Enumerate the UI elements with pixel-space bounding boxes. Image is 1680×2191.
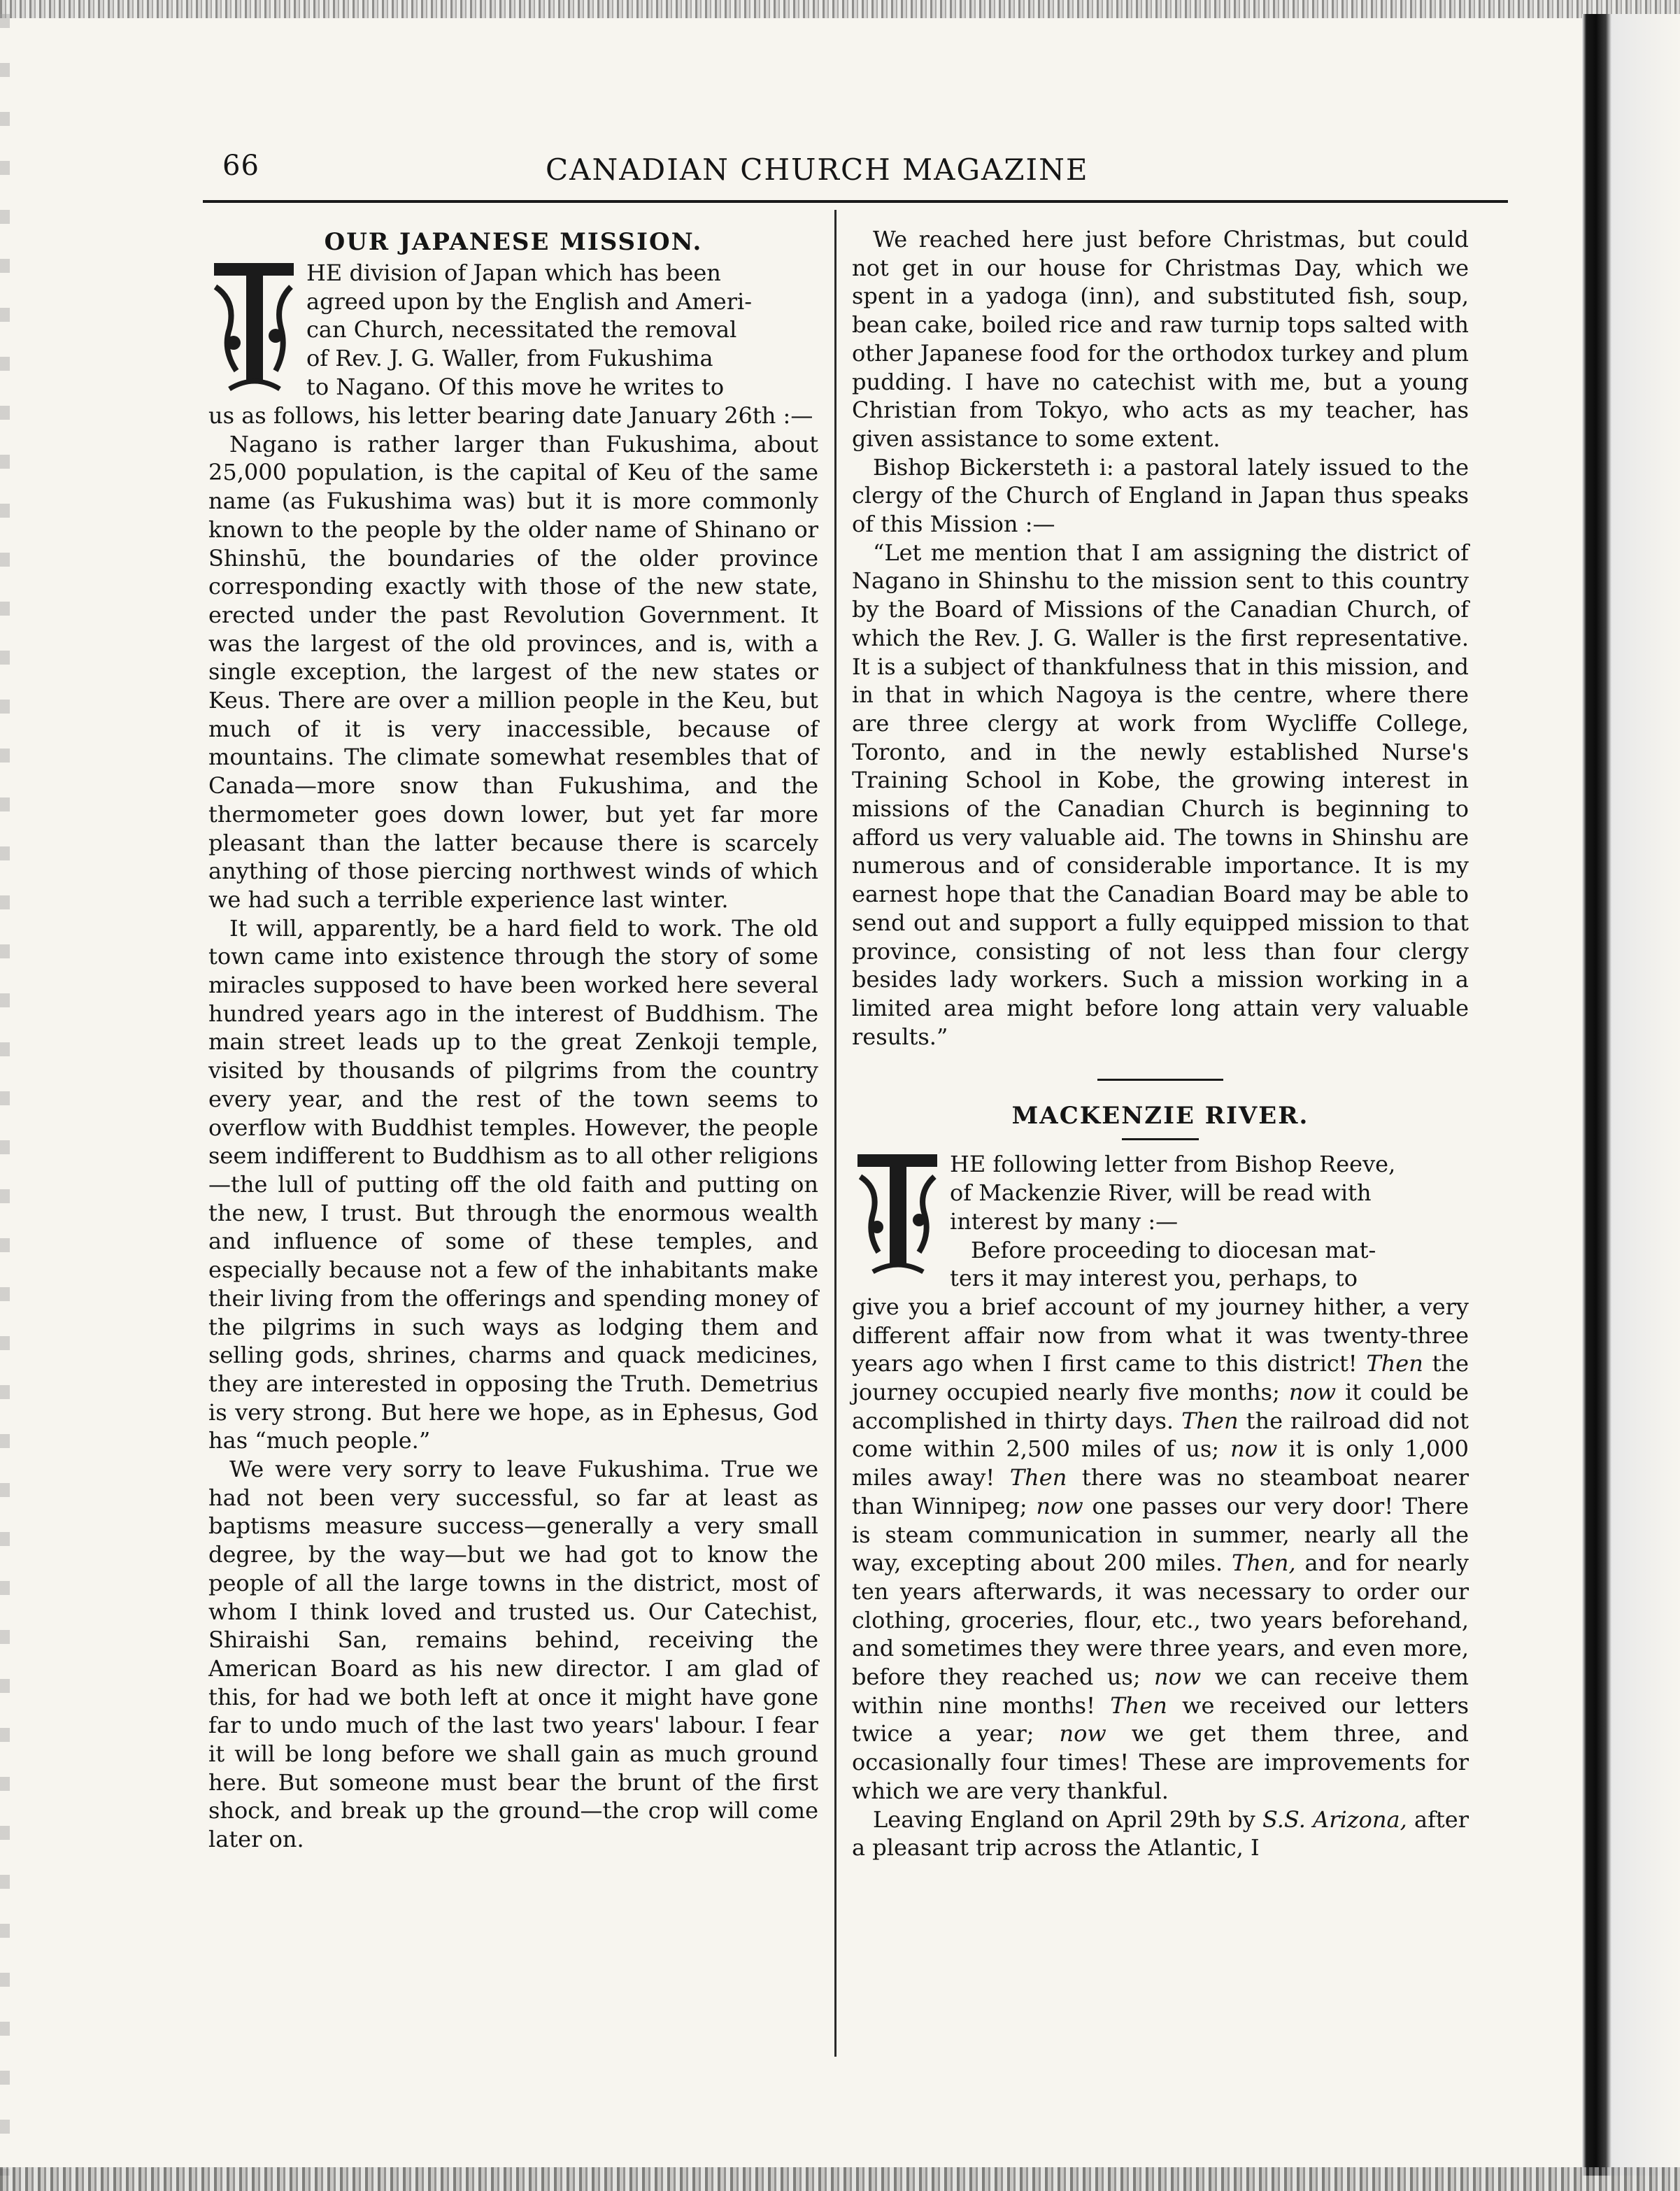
header-rule xyxy=(203,200,1508,203)
contrast-word: Then xyxy=(1110,1692,1167,1719)
contrast-text: it is only 1,000 miles away! xyxy=(852,1435,1469,1491)
contrast-word: now xyxy=(1288,1379,1337,1406)
page-header xyxy=(217,150,1546,193)
contrast-word: Then xyxy=(1366,1350,1423,1377)
column-divider xyxy=(834,210,837,2057)
contrast-text: we get them three, and occasionally four times! These are improvements for which we are very thankful. xyxy=(852,1720,1469,1804)
running-title: CANADIAN CHURCH MAGAZINE xyxy=(546,153,1089,187)
mackenzie-intro xyxy=(852,1150,1469,1293)
contrast-word: Then xyxy=(1009,1464,1067,1491)
page-number: 66 xyxy=(222,150,259,182)
title-underline xyxy=(1122,1138,1199,1140)
intro-line: agreed upon by the English and Ameri- xyxy=(306,288,753,315)
contrast-text: the railroad did not come within 2,500 miles of us; xyxy=(852,1407,1469,1463)
scan-edge-left xyxy=(0,14,10,2176)
left-column xyxy=(208,225,818,1854)
letter-body-start: give you a brief account of my journey hither, a very different affair now from what it was twenty-three years ago when I first came to this district! xyxy=(852,1293,1469,1377)
intro-line: HE following letter from Bishop Reeve, xyxy=(950,1151,1396,1178)
contrast-word: now xyxy=(1230,1435,1278,1463)
dropcap-lines xyxy=(306,259,752,402)
intro-line: to Nagano. Of this move he writes to xyxy=(306,373,725,400)
intro-line: can Church, necessitated the removal xyxy=(306,316,737,343)
paragraph-end: after a pleasant trip across the Atlantic, I xyxy=(852,1806,1469,1862)
scan-edge-right xyxy=(1582,14,1680,2176)
contrast-text: the journey occupied nearly five months; xyxy=(852,1350,1469,1406)
paragraph xyxy=(852,1806,1469,1862)
paragraph: We reached here just before Christmas, but could not get in our house for Christmas Day, which we spent in a yadoga (inn), and substituted fish, soup, bean cake, boiled rice and raw turnip tops salted with other Japanese food for the orthodox turkey and plum pudding. I have no catechist with me, but a young Christian from Tokyo, who acts as my teacher, has given assistance to some extent. xyxy=(852,226,1469,452)
intro-line: HE division of Japan which has been xyxy=(306,260,721,286)
right-column xyxy=(852,225,1469,1862)
article-title-japan: OUR JAPANESE MISSION. xyxy=(324,228,703,256)
japan-intro xyxy=(208,259,818,402)
ornamental-initial-t-icon xyxy=(852,1150,943,1283)
contrast-word: now xyxy=(1059,1720,1106,1747)
separator-rule xyxy=(1097,1079,1223,1081)
scan-edge-bottom xyxy=(0,2167,1680,2191)
contrast-text: we received our letters twice a year; xyxy=(852,1692,1469,1747)
intro-line: interest by many :— xyxy=(950,1207,1179,1235)
intro-line: ters it may interest you, perhaps, to xyxy=(950,1265,1358,1292)
article-title-mackenzie: MACKENZIE RIVER. xyxy=(1011,1102,1309,1130)
contrast-word: Then xyxy=(1181,1407,1239,1434)
ship-name: S.S. Arizona, xyxy=(1262,1806,1407,1833)
contrast-text: there was no steamboat nearer than Winnipeg; xyxy=(852,1464,1469,1519)
intro-line: of Rev. J. G. Waller, from Fukushima xyxy=(306,345,713,372)
bishop-quote: “Let me mention that I am assigning the district of Nagano in Shinshu to the mission sent to this country by the Board of Missions of the Canadian Church, of which the Rev. J. G. Waller is the first representative. It is a subject of thankfulness that in this mission, and in that in which Nagoya is the centre, where there are three clergy at work from Wycliffe College, Toronto, and in the newly established Nurse's Training School in Kobe, the growing interest in missions of the Canadian Church is beginning to afford us very valuable aid. The towns in Shinshu are numerous and of considerable importance. It is my earnest hope that the Canadian Board may be able to send out and support a fully equipped mission to that province, consisting of not less than four clergy besides lady workers. Such a mission working in a limited area might before long attain very valuable results.” xyxy=(852,539,1469,1050)
paragraph: Nagano is rather larger than Fukushima, about 25,000 population, is the capital of Keu of the same name (as Fukushima was) but it is more commonly known to the people by the older name of Shinano or Shinshū, the boundaries of the older province corresponding exactly with those of the new state, erected under the past Revolution Government. It was the largest of the old provinces, and is, with a single exception, the largest of the new states or Keus. There are over a million people in the Keu, but much of it is very inaccessible, because of mountains. The climate somewhat resembles that of Canada—more snow than Fukushima, and the thermometer goes down lower, but yet far more pleasant than the latter because there is scarcely anything of those piercing northwest winds of which we had such a terrible experience last winter. xyxy=(208,430,818,913)
intro-line: of Mackenzie River, will be read with xyxy=(950,1179,1372,1207)
letter-body xyxy=(852,1293,1469,1806)
paragraph: It will, apparently, be a hard field to work. The old town came into existence through the story of some miracles supposed to have been worked here several hundred years ago in the interest of Buddhism. The main street leads up to the great Zenkoji temple, visited by thousands of pilgrims from the country every year, and the rest of the town seems to overflow with Buddhist temples. However, the people seem indifferent to Buddhism as to all other religions—the lull of putting off the old faith and putting on the new, I trust. But through the enormous wealth and influence of some of these temples, and especially because not a few of the inhabitants make their living from the offerings and spending money of the pilgrims in such ways as lodging them and selling gods, shrines, charms and quack medicines, they are interested in opposing the Truth. Demetrius is very strong. But here we hope, as in Ephesus, God has “much people.” xyxy=(208,914,818,1454)
contrast-text: we can receive them within nine months! xyxy=(852,1664,1469,1719)
section-separator xyxy=(852,1079,1469,1081)
scan-edge-top xyxy=(0,0,1680,18)
contrast-word: Then, xyxy=(1231,1550,1296,1577)
paragraph: Bishop Bickersteth i: a pastoral lately issued to the clergy of the Church of England in Japan thus speaks of this Mission :— xyxy=(852,453,1469,538)
intro-continuation: us as follows, his letter bearing date January 26th :— xyxy=(208,402,813,429)
contrast-text: it could be accomplished in thirty days. xyxy=(852,1379,1469,1434)
ornamental-initial-t-icon xyxy=(208,259,299,402)
contrast-word: now xyxy=(1036,1492,1083,1519)
contrast-text: one passes our very door! There is steam communication in summer, nearly all the way, excepting about 200 miles. xyxy=(852,1492,1469,1577)
contrast-text: and for nearly ten years afterwards, it was necessary to order our clothing, groceries, flour, etc., two years beforehand, and sometimes they were three years, and even more, before they reached us; xyxy=(852,1550,1469,1691)
paragraph-start: Leaving England on April 29th by xyxy=(873,1806,1262,1833)
intro-line: Before proceeding to diocesan mat- xyxy=(971,1236,1376,1263)
dropcap-lines xyxy=(950,1150,1395,1293)
contrast-word: now xyxy=(1154,1664,1202,1691)
paragraph: We were very sorry to leave Fukushima. True we had not been very successful, so far at least as baptisms measure success—generally a very small degree, by the way—but we had got to know the people of all the large towns in the district, most of whom I think loved and trusted us. Our Catechist, Shiraishi San, remains behind, receiving the American Board as his new director. I am glad of this, for had we both left at once it might have gone far to undo much of the last two years' labour. I fear it will be long before we shall gain as much ground here. But someone must bear the brunt of the first shock, and break up the ground—the crop will come later on. xyxy=(208,1456,818,1853)
